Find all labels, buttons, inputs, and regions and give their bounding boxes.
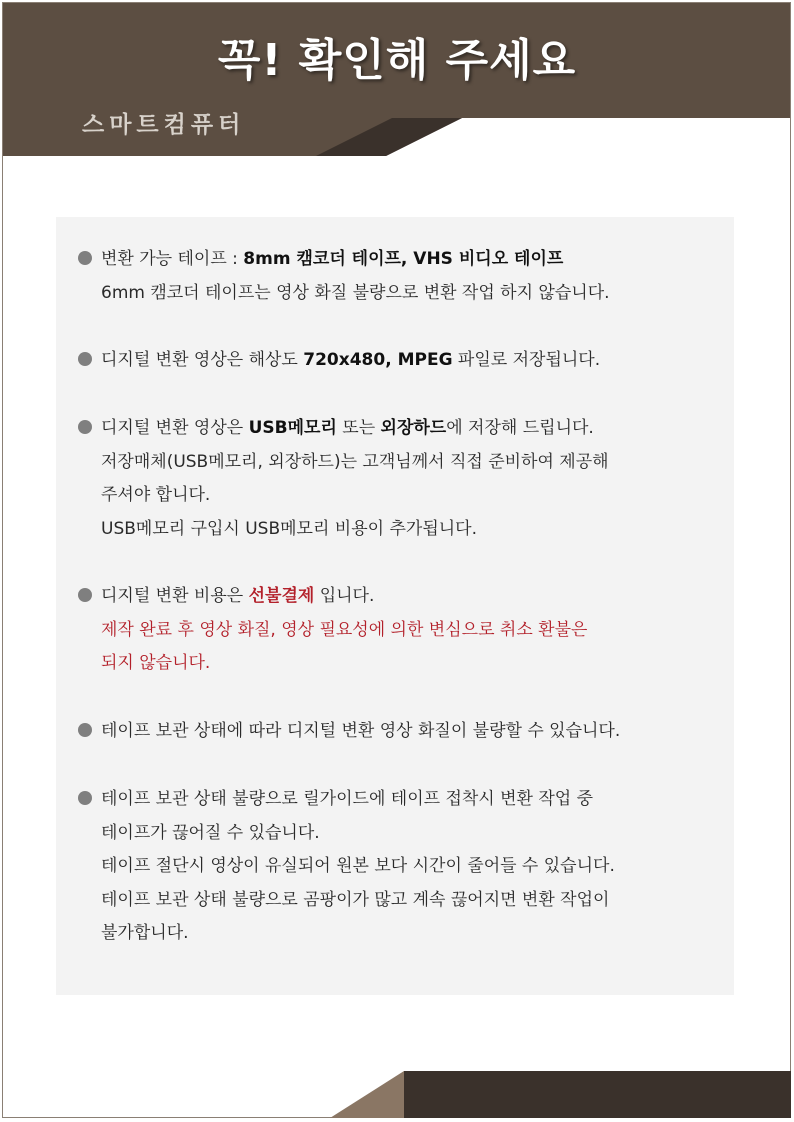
notice-text: 6mm 캠코더 테이프는 영상 화질 불량으로 변환 작업 하지 않습니다. xyxy=(101,282,610,303)
bullet-icon xyxy=(78,352,92,366)
bullet-icon xyxy=(78,251,92,265)
bullet-icon xyxy=(78,723,92,737)
notice-text: 테이프 보관 상태에 따라 디지털 변환 영상 화질이 불량할 수 있습니다. xyxy=(101,721,621,741)
notice-text: 테이프 보관 상태 불량으로 곰팡이가 많고 계속 끊어지면 변환 작업이 xyxy=(101,889,610,910)
notice-text: 파일로 저장됩니다. xyxy=(452,350,601,370)
footer-banner xyxy=(2,1068,791,1118)
notice-highlight: 선불결제 xyxy=(248,586,315,606)
notice-text: 디지털 변환 영상은 xyxy=(101,418,249,438)
notice-text: 불가합니다. xyxy=(101,923,189,943)
notice-text: 디지털 변환 비용은 xyxy=(101,586,249,606)
notice-item-storage xyxy=(78,412,609,546)
notice-item-quality xyxy=(78,715,620,749)
notice-text: 테이프 절단시 영상이 유실되어 원본 보다 시간이 줄어들 수 있습니다. xyxy=(101,856,615,876)
page-title: 꼭! 확인해 주세요 xyxy=(217,35,577,86)
notice-item-tape-damage xyxy=(78,783,615,951)
notice-highlight: USB메모리 xyxy=(248,418,337,438)
notice-text: 주셔야 합니다. xyxy=(101,485,211,505)
bullet-icon xyxy=(78,420,92,434)
company-name: 스마트컴퓨터 xyxy=(82,112,246,138)
notice-text: 에 저장해 드립니다. xyxy=(446,418,594,438)
notice-highlight: 720x480, MPEG xyxy=(303,350,453,370)
notice-text: 변환 가능 테이프 : xyxy=(101,249,244,269)
notice-text: 저장매체(USB메모리, 외장하드)는 고객님께서 직접 준비하여 제공해 xyxy=(101,451,609,472)
notice-text: 입니다. xyxy=(314,586,375,606)
notice-warning-text: 되지 않습니다. xyxy=(101,653,211,673)
notice-text: USB메모리 구입시 USB메모리 비용이 추가됩니다. xyxy=(101,518,477,539)
notice-highlight: 외장하드 xyxy=(380,418,447,438)
notice-highlight: 8mm 캠코더 테이프, VHS 비디오 테이프 xyxy=(243,249,564,269)
notice-text: 테이프 보관 상태 불량으로 릴가이드에 테이프 접착시 변환 작업 중 xyxy=(101,789,594,809)
notice-text: 테이프가 끊어질 수 있습니다. xyxy=(101,822,320,843)
notice-item-resolution xyxy=(78,344,600,378)
notice-item-tape-types xyxy=(78,243,610,310)
notice-item-payment xyxy=(78,580,587,681)
notice-text: 디지털 변환 영상은 해상도 xyxy=(101,350,304,370)
bullet-icon xyxy=(78,791,92,805)
notice-warning-text: 제작 완료 후 영상 화질, 영상 필요성에 의한 변심으로 취소 환불은 xyxy=(101,619,588,640)
notice-text: 또는 xyxy=(336,418,381,438)
bullet-icon xyxy=(78,588,92,602)
